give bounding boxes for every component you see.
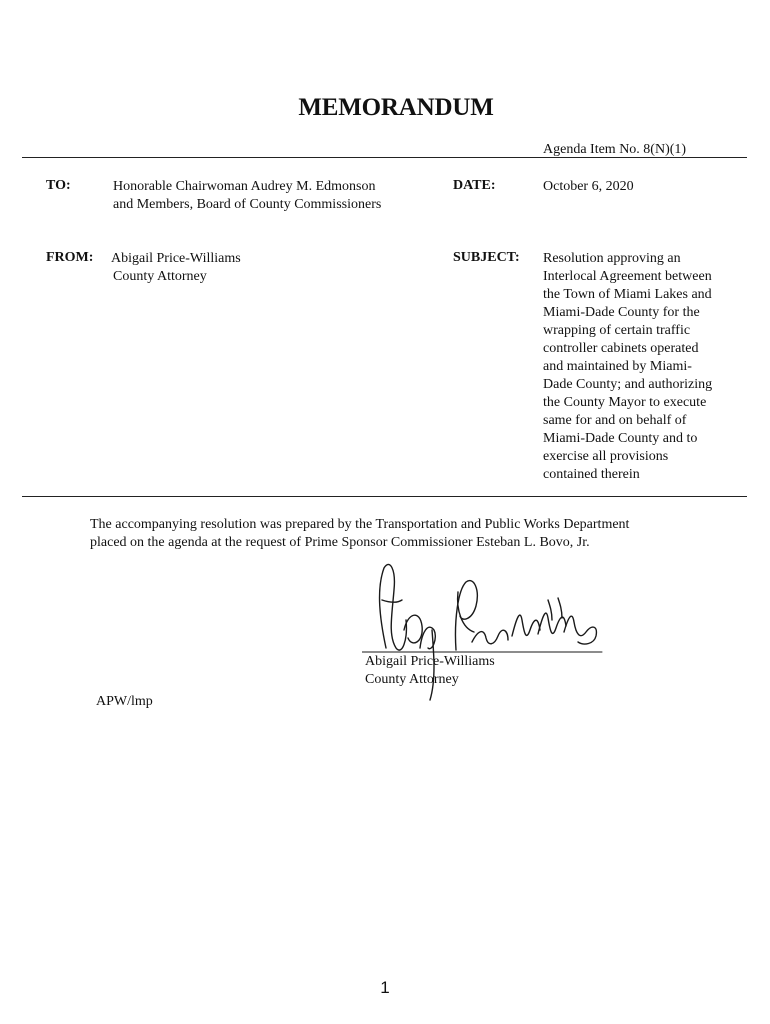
to-line: and Members, Board of County Commissioners — [113, 197, 382, 212]
from-line: County Attorney — [113, 269, 207, 284]
subject-line: and maintained by Miami- — [543, 359, 692, 374]
subject-line: Dade County; and authorizing — [543, 377, 713, 392]
to-line: Honorable Chairwoman Audrey M. Edmonson — [113, 179, 376, 194]
memo-title: MEMORANDUM — [298, 94, 494, 121]
subject-line: exercise all provisions — [543, 449, 669, 464]
subject-line: the Town of Miami Lakes and — [543, 287, 712, 302]
agenda-item-number: Agenda Item No. 8(N)(1) — [543, 142, 687, 157]
signature-block — [365, 653, 495, 689]
subject-line: Miami-Dade County and to — [543, 431, 698, 446]
subject-line: the County Mayor to execute — [543, 395, 707, 410]
subject-line: wrapping of certain traffic — [543, 323, 691, 338]
body-line: placed on the agenda at the request of Prime Sponsor Commissioner Esteban L. Bovo, Jr. — [90, 535, 590, 550]
date-label: DATE: — [453, 178, 496, 193]
subject-line: Resolution approving an — [543, 251, 681, 266]
typist-initials: APW/lmp — [96, 694, 153, 709]
to-label: TO: — [46, 178, 71, 193]
to-recipients — [113, 178, 381, 214]
subject-line: controller cabinets operated — [543, 341, 699, 356]
subject-label: SUBJECT: — [453, 250, 520, 265]
body-line: The accompanying resolution was prepared by the Transportation and Public Works Department — [90, 517, 630, 532]
header-bottom-divider — [22, 496, 747, 497]
subject-line: Miami-Dade County for the — [543, 305, 700, 320]
subject-line: same for and on behalf of — [543, 413, 687, 428]
page-number: 1 — [380, 978, 390, 997]
subject-text — [543, 250, 712, 484]
date-value: October 6, 2020 — [543, 179, 634, 194]
from-line: Abigail Price-Williams — [111, 251, 241, 266]
from-sender — [111, 250, 241, 286]
header-divider — [22, 157, 747, 158]
body-paragraph — [90, 516, 710, 552]
from-label: FROM: — [46, 250, 94, 265]
subject-line: contained therein — [543, 467, 640, 482]
signer-name: Abigail Price-Williams — [365, 654, 495, 669]
signer-title: County Attorney — [365, 672, 459, 687]
subject-line: Interlocal Agreement between — [543, 269, 712, 284]
